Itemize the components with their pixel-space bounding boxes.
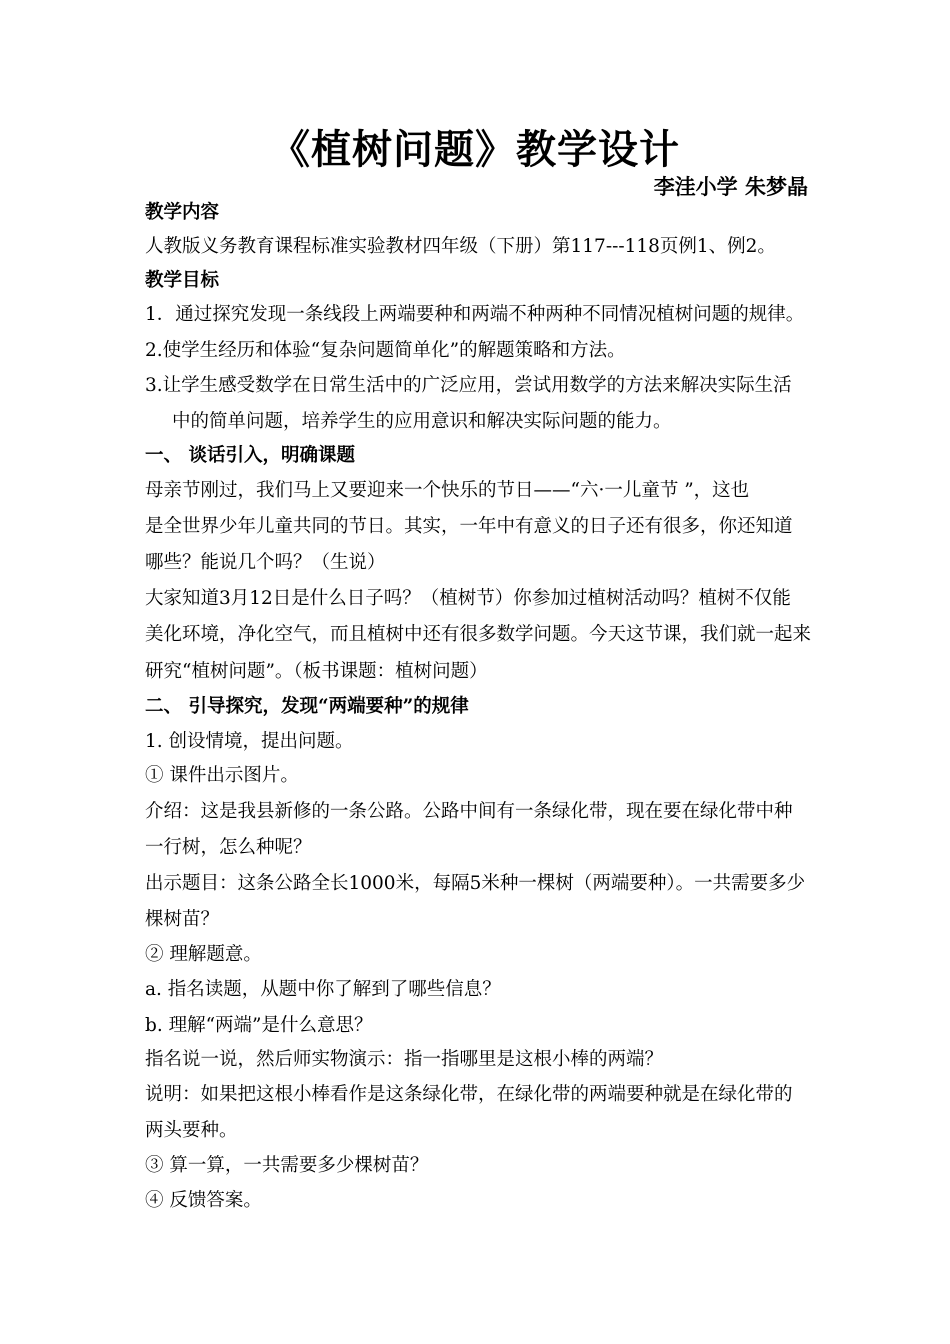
paragraph-line: b. 理解“两端”是什么意思？ bbox=[145, 1015, 373, 1036]
paragraph-line: a. 指名读题，从题中你了解到了哪些信息？ bbox=[145, 979, 501, 1000]
paragraph-line: 两头要种。 bbox=[145, 1120, 238, 1141]
paragraph-line: 一行树，怎么种呢？ bbox=[145, 837, 312, 858]
paragraph-line: ① 课件出示图片。 bbox=[145, 765, 299, 786]
paragraph-line: 研究“植树问题”。（板书课题：植树问题） bbox=[145, 661, 488, 682]
paragraph-line: ③ 算一算，一共需要多少棵树苗？ bbox=[145, 1155, 429, 1176]
document-title: 《植树问题》教学设计 bbox=[270, 126, 680, 173]
paragraph-line: 大家知道3月12日是什么日子吗？（植树节）你参加过植树活动吗？植树不仅能 bbox=[145, 588, 791, 609]
paragraph-line: 介绍：这是我县新修的一条公路。公路中间有一条绿化带，现在要在绿化带中种 bbox=[145, 801, 793, 822]
paragraph-line: 3.让学生感受数学在日常生活中的广泛应用，尝试用数学的方法来解决实际生活 bbox=[145, 375, 792, 396]
section-heading: 二、 引导探究，发现“两端要种”的规律 bbox=[145, 696, 469, 717]
paragraph-line: 1. 创设情境，提出问题。 bbox=[145, 731, 354, 752]
paragraph-line: 是全世界少年儿童共同的节日。其实，一年中有意义的日子还有很多，你还知道 bbox=[145, 516, 793, 537]
paragraph-line: 出示题目：这条公路全长1000米，每隔5米种一棵树（两端要种）。一共需要多少 bbox=[145, 873, 806, 894]
paragraph-line: 哪些？能说几个吗？（生说） bbox=[145, 552, 386, 573]
paragraph-line: 指名说一说，然后师实物演示：指一指哪里是这根小棒的两端？ bbox=[145, 1049, 664, 1070]
paragraph-line: 2.使学生经历和体验“复杂问题简单化”的解题策略和方法。 bbox=[145, 340, 626, 361]
author-line: 李洼小学 朱梦晶 bbox=[653, 174, 808, 199]
section-heading: 一、 谈话引入，明确课题 bbox=[145, 445, 355, 466]
section-heading: 教学内容 bbox=[145, 202, 220, 223]
paragraph-line: ② 理解题意。 bbox=[145, 944, 262, 965]
section-heading: 教学目标 bbox=[145, 270, 220, 291]
paragraph-line: 美化环境，净化空气，而且植树中还有很多数学问题。今天这节课，我们就一起来 bbox=[145, 624, 812, 645]
paragraph-line: 中的简单问题，培养学生的应用意识和解决实际问题的能力。 bbox=[172, 411, 672, 432]
paragraph-line: 人教版义务教育课程标准实验教材四年级（下册）第117---118页例1、例2。 bbox=[145, 236, 776, 257]
paragraph-line: ④ 反馈答案。 bbox=[145, 1190, 262, 1211]
paragraph-line: 1．通过探究发现一条线段上两端要种和两端不种两种不同情况植树问题的规律。 bbox=[145, 304, 805, 325]
paragraph-line: 母亲节刚过，我们马上又要迎来一个快乐的节日——“六·一儿童节 ”，这也 bbox=[145, 480, 750, 501]
paragraph-line: 棵树苗？ bbox=[145, 909, 220, 930]
paragraph-line: 说明：如果把这根小棒看作是这条绿化带，在绿化带的两端要种就是在绿化带的 bbox=[145, 1084, 793, 1105]
